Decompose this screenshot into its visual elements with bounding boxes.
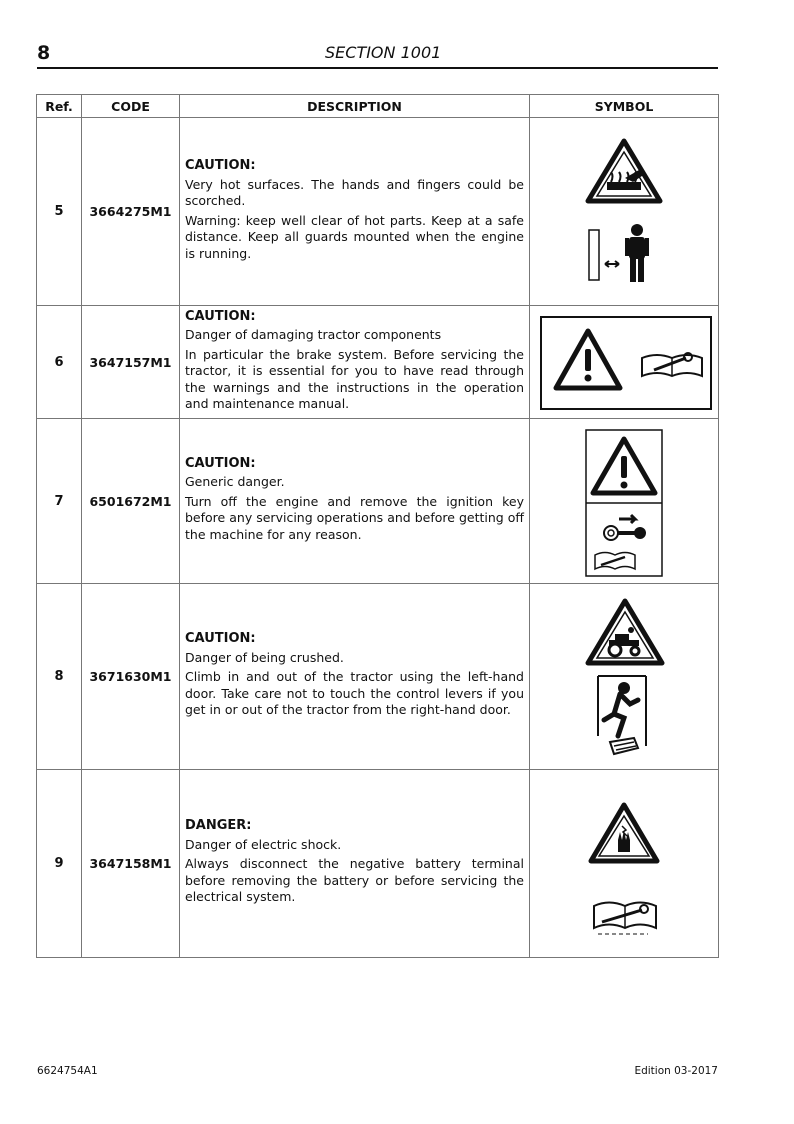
column-header-description: DESCRIPTION [180, 95, 530, 118]
description-cell [180, 584, 530, 770]
warning-label: CAUTION: [185, 631, 256, 647]
ref-cell: 6 [37, 306, 82, 419]
header-divider [37, 67, 718, 69]
warning-label: CAUTION: [185, 308, 256, 324]
decal-frame [540, 316, 712, 410]
code-cell: 6501672M1 [82, 419, 180, 584]
description-line: Warning: keep well clear of hot parts. Keep at a safe distance. Keep all guards mounted when the engine is running. [185, 212, 524, 261]
page-number: 8 [37, 42, 51, 64]
ref-cell: 5 [37, 118, 82, 306]
ref-cell: 9 [37, 770, 82, 958]
code-cell: 3647157M1 [82, 306, 180, 419]
description-line: Danger of damaging tractor components [185, 327, 442, 342]
code-cell: 3671630M1 [82, 584, 180, 770]
description-line: In particular the brake system. Before servicing the tractor, it is essential for you to have read through the warnings and the instructions in the operation and maintenance manual. [185, 346, 524, 411]
symbol-cell [530, 118, 719, 306]
safe-distance-person-icon [585, 222, 665, 284]
symbol-cell [530, 419, 719, 584]
hot-surface-warning-icon [585, 138, 663, 204]
document-code: 6624754A1 [37, 1065, 98, 1077]
symbol-cell [530, 584, 719, 770]
description-line: Always disconnect the negative battery terminal before removing the battery or before servicing the electrical system. [185, 856, 524, 905]
warning-label: CAUTION: [185, 455, 256, 471]
table-row [37, 584, 719, 770]
electric-shock-warning-icon [588, 802, 660, 864]
description-cell [180, 118, 530, 306]
safety-decals-table [36, 94, 719, 958]
column-header-ref: Ref. [37, 95, 82, 118]
table-row [37, 306, 719, 419]
description-line: Turn off the engine and remove the ignition key before any servicing operations and before getting off the machine for any reason. [185, 493, 524, 542]
ref-cell: 7 [37, 419, 82, 584]
description-line: Danger of being crushed. [185, 649, 344, 665]
description-line: Very hot surfaces. The hands and fingers could be scorched. [185, 176, 524, 208]
section-title: SECTION 1001 [325, 43, 442, 62]
exit-cab-icon [590, 672, 662, 760]
description-cell [180, 770, 530, 958]
description-line: Climb in and out of the tractor using the left-hand door. Take care not to touch the control levers if you get in or out of the tractor from the right-hand door. [185, 669, 524, 718]
table-row [37, 118, 719, 306]
description-cell [180, 306, 530, 419]
code-cell: 3664275M1 [82, 118, 180, 306]
table-row [37, 770, 719, 958]
decal-frame [585, 429, 663, 577]
warning-label: DANGER: [185, 818, 252, 834]
column-header-symbol: SYMBOL [530, 95, 719, 118]
warning-label: CAUTION: [185, 158, 256, 173]
symbol-cell [530, 306, 719, 419]
table-row [37, 419, 719, 584]
description-line: Danger of electric shock. [185, 836, 342, 852]
table-header-row [37, 95, 719, 118]
column-header-code: CODE [82, 95, 180, 118]
description-line: Generic danger. [185, 474, 285, 490]
ref-cell: 8 [37, 584, 82, 770]
edition-label: Edition 03-2017 [634, 1065, 718, 1077]
code-cell: 3647158M1 [82, 770, 180, 958]
description-cell [180, 419, 530, 584]
manual-book-icon [590, 896, 660, 936]
symbol-cell [530, 770, 719, 958]
crush-tractor-warning-icon [585, 598, 665, 666]
